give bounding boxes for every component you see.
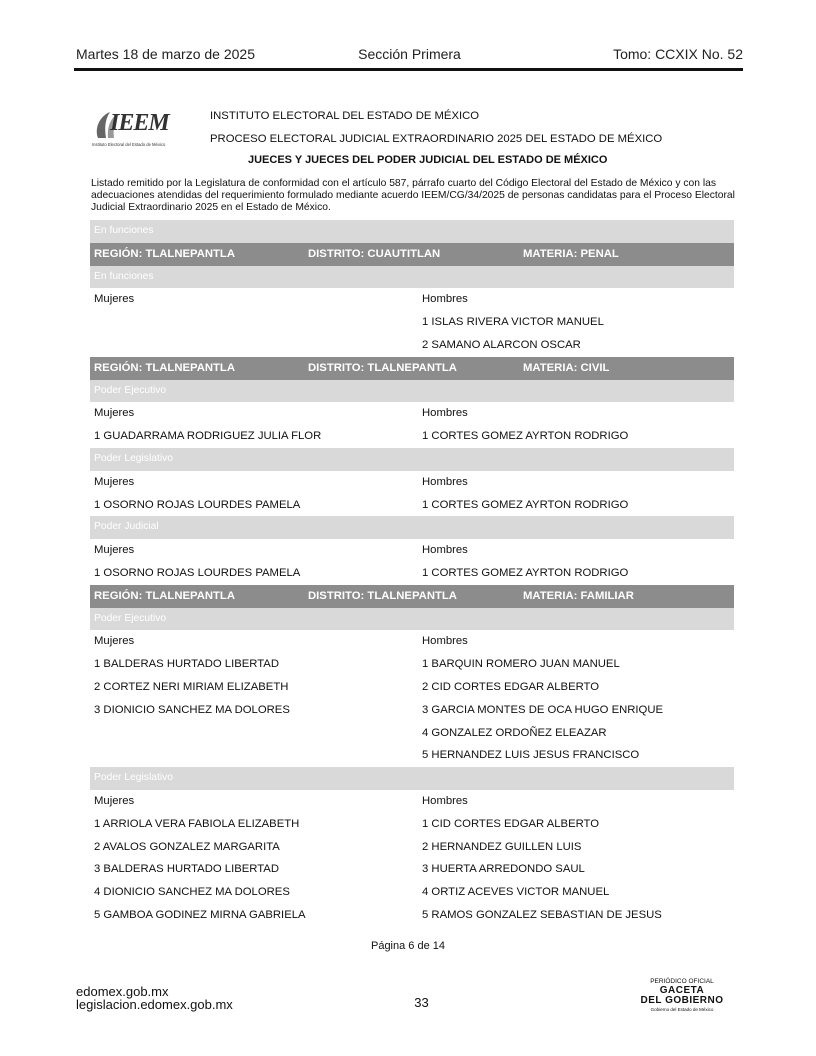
section-header-row	[90, 516, 734, 539]
women-cell: 2 CORTEZ NERI MIRIAM ELIZABETH	[94, 680, 289, 693]
gaceta-top: PERIÓDICO OFICIAL	[650, 978, 714, 985]
table-row	[90, 881, 734, 904]
subject-label: MATERIA: PENAL	[523, 247, 619, 260]
header-tome: Tomo: CCXIX No. 52	[613, 46, 743, 62]
table-row	[90, 790, 734, 813]
men-cell: Hombres	[422, 794, 468, 807]
men-cell: 1 CORTES GOMEZ AYRTON RODRIGO	[422, 430, 629, 443]
logo-subtitle: Instituto Electoral del Estado de México	[92, 142, 166, 147]
men-cell: 3 HUERTA ARREDONDO SAUL	[422, 863, 585, 876]
gaceta-logo	[636, 978, 728, 1013]
women-cell: 1 ARRIOLA VERA FABIOLA ELIZABETH	[94, 817, 300, 830]
intro-paragraph: Listado remitido por la Legislatura de conformidad con el artículo 587, párrafo cuarto del Código Electoral del Estado de México y con las adecuaciones atendidas del requerimiento formulado mediante acuerdo IEEM/CG/34/2025 de personas candidatas para el Proceso Electoral Judicial Extraordinario 2025 en el Estado de México.	[91, 178, 735, 213]
section-header-row	[90, 380, 734, 403]
men-cell: Hombres	[422, 544, 468, 557]
men-cell: 2 CID CORTES EDGAR ALBERTO	[422, 680, 600, 693]
table-row	[90, 744, 734, 767]
table-row	[90, 630, 734, 653]
women-cell: 1 GUADARRAMA RODRIGUEZ JULIA FLOR	[94, 430, 322, 443]
women-cell: 1 BALDERAS HURTADO LIBERTAD	[94, 658, 279, 671]
men-cell: 3 GARCIA MONTES DE OCA HUGO ENRIQUE	[422, 703, 664, 716]
women-cell: 1 OSORNO ROJAS LOURDES PAMELA	[94, 498, 301, 511]
page-label: Página 6 de 14	[370, 940, 445, 952]
men-cell: 2 HERNANDEZ GUILLEN LUIS	[422, 840, 582, 853]
region-label: REGIÓN: TLALNEPANTLA	[94, 361, 235, 374]
women-cell: Mujeres	[94, 475, 135, 488]
section-header-label: En funciones	[94, 270, 154, 282]
footer-site-2: legislacion.edomex.gob.mx	[76, 997, 233, 1012]
men-cell: 5 HERNANDEZ LUIS JESUS FRANCISCO	[422, 749, 640, 762]
section-header-row	[90, 266, 734, 289]
district-label: DISTRITO: TLALNEPANTLA	[308, 361, 457, 374]
men-cell: 4 GONZALEZ ORDOÑEZ ELEAZAR	[422, 726, 607, 739]
candidates-table	[90, 220, 734, 927]
region-label: REGIÓN: TLALNEPANTLA	[94, 589, 235, 602]
table-row	[90, 471, 734, 494]
section-header-row	[90, 767, 734, 790]
men-cell: 1 ISLAS RIVERA VICTOR MANUEL	[422, 316, 604, 329]
section-header-row	[90, 448, 734, 471]
region-header-row	[90, 357, 734, 380]
subject-label: MATERIA: FAMILIAR	[523, 589, 634, 602]
women-cell: 1 OSORNO ROJAS LOURDES PAMELA	[94, 566, 301, 579]
process-name: PROCESO ELECTORAL JUDICIAL EXTRAORDINARIO 2025 DEL ESTADO DE MÉXICO	[210, 133, 663, 145]
section-header-label: Poder Ejecutivo	[94, 384, 167, 396]
section-header-label: Poder Judicial	[94, 521, 159, 533]
section-header-label: Poder Ejecutivo	[94, 612, 167, 624]
table-row	[90, 813, 734, 836]
table-row	[90, 539, 734, 562]
women-cell: 2 AVALOS GONZALEZ MARGARITA	[94, 840, 280, 853]
region-label: REGIÓN: TLALNEPANTLA	[94, 247, 235, 260]
men-cell: 1 CORTES GOMEZ AYRTON RODRIGO	[422, 498, 629, 511]
table-row	[90, 676, 734, 699]
table-row	[90, 858, 734, 881]
table-row	[90, 562, 734, 585]
men-cell: 1 CORTES GOMEZ AYRTON RODRIGO	[422, 566, 629, 579]
women-cell: 3 DIONICIO SANCHEZ MA DOLORES	[94, 703, 290, 716]
section-header-row	[90, 608, 734, 631]
men-cell: 5 RAMOS GONZALEZ SEBASTIAN DE JESUS	[422, 908, 662, 921]
women-cell: 4 DIONICIO SANCHEZ MA DOLORES	[94, 886, 290, 899]
men-cell: Hombres	[422, 475, 468, 488]
table-row	[90, 311, 734, 334]
women-cell: 3 BALDERAS HURTADO LIBERTAD	[94, 863, 279, 876]
ieem-logo	[92, 106, 184, 154]
men-cell: 2 SAMANO ALARCON OSCAR	[422, 338, 581, 351]
district-label: DISTRITO: TLALNEPANTLA	[308, 589, 457, 602]
section-header-label: Poder Legislativo	[94, 452, 173, 464]
header-section: Sección Primera	[358, 46, 461, 62]
table-row	[90, 334, 734, 357]
header-date: Martes 18 de marzo de 2025	[76, 46, 255, 62]
logo-text: IEEM	[110, 110, 169, 136]
women-cell: Mujeres	[94, 635, 135, 648]
header-divider	[74, 68, 743, 71]
institute-name: INSTITUTO ELECTORAL DEL ESTADO DE MÉXICO	[210, 110, 480, 122]
men-cell: Hombres	[422, 407, 468, 420]
men-cell: 4 ORTIZ ACEVES VICTOR MANUEL	[422, 886, 610, 899]
gaceta-name-1: GACETA	[659, 985, 705, 996]
men-cell: Hombres	[422, 635, 468, 648]
table-row	[90, 425, 734, 448]
subject-label: MATERIA: CIVIL	[523, 361, 610, 374]
section-header-label: En funciones	[94, 225, 154, 236]
gaceta-sub: Gobierno del Estado de México	[650, 1007, 714, 1012]
table-row	[90, 722, 734, 745]
table-row	[90, 699, 734, 722]
district-label: DISTRITO: CUAUTITLAN	[308, 247, 441, 260]
women-cell: Mujeres	[94, 407, 135, 420]
women-cell: 5 GAMBOA GODINEZ MIRNA GABRIELA	[94, 908, 306, 921]
women-cell: Mujeres	[94, 293, 135, 306]
page-header	[76, 46, 743, 66]
table-row	[90, 836, 734, 859]
page-number: 33	[414, 995, 429, 1010]
women-cell: Mujeres	[94, 794, 135, 807]
table-row	[90, 653, 734, 676]
table-row	[90, 288, 734, 311]
table-row	[90, 904, 734, 927]
region-header-row	[90, 585, 734, 608]
women-cell: Mujeres	[94, 544, 135, 557]
region-header-row	[90, 243, 734, 266]
section-header-row	[90, 220, 734, 243]
document-title: JUECES Y JUECES DEL PODER JUDICIAL DEL ESTADO DE MÉXICO	[248, 154, 608, 166]
men-cell: 1 CID CORTES EDGAR ALBERTO	[422, 817, 600, 830]
table-row	[90, 402, 734, 425]
men-cell: Hombres	[422, 293, 468, 306]
section-header-label: Poder Legislativo	[94, 772, 173, 784]
table-row	[90, 494, 734, 517]
gaceta-name-2: DEL GOBIERNO	[640, 995, 724, 1006]
men-cell: 1 BARQUIN ROMERO JUAN MANUEL	[422, 658, 620, 671]
footer-site-1: edomex.gob.mx	[76, 984, 169, 999]
